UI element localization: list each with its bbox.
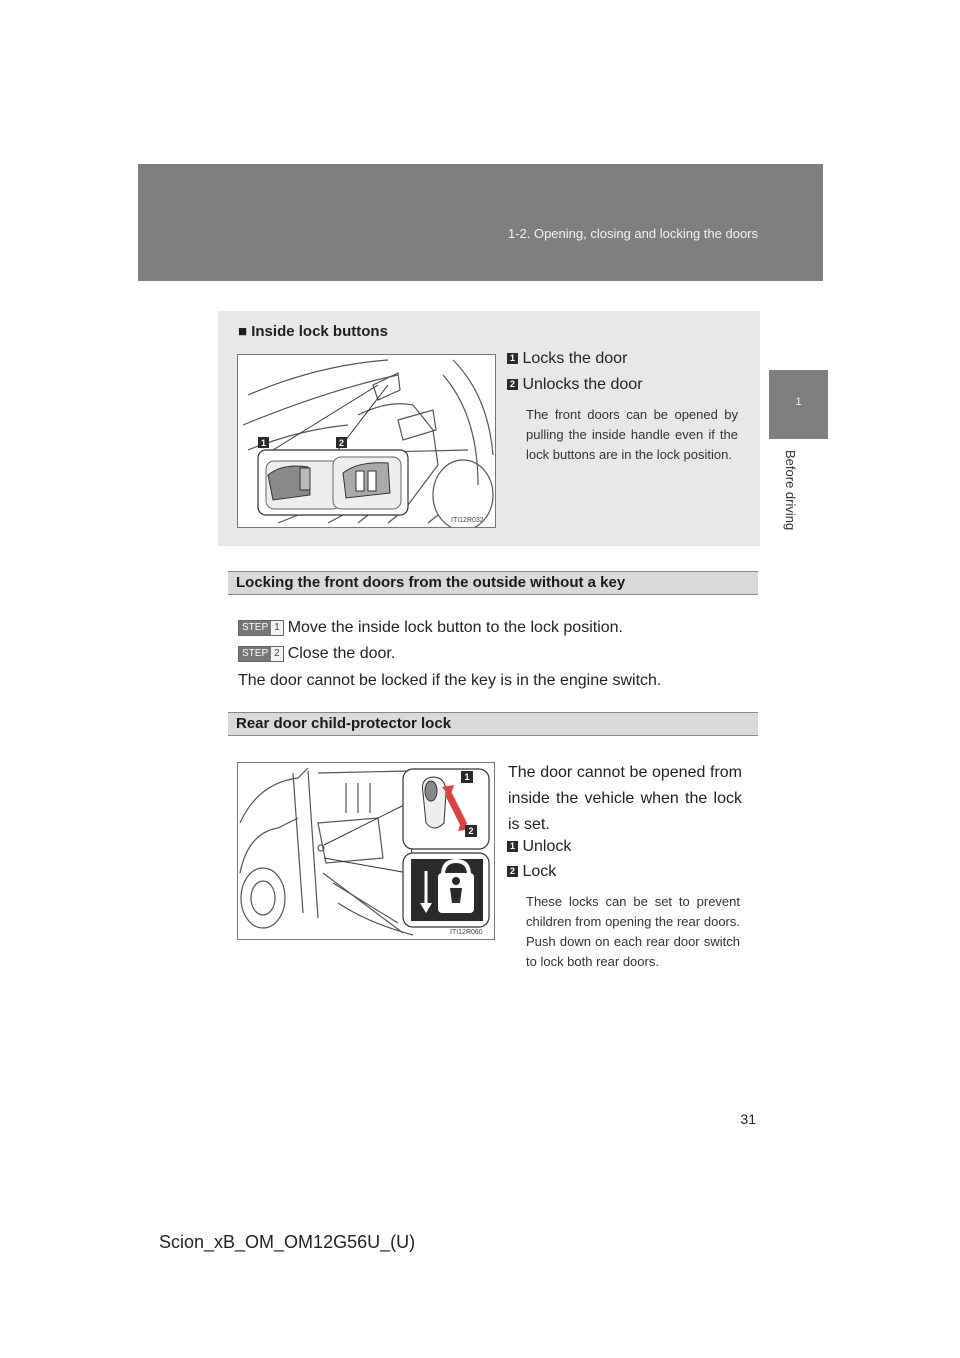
svg-text:1: 1 [464, 772, 470, 782]
rear-door-illustration [238, 763, 494, 939]
child-lock-description: The door cannot be opened from inside the vehicle when the lock is set. [508, 764, 742, 833]
step-badge [238, 620, 284, 636]
page-number: 31 [740, 1111, 756, 1127]
outside-lock-note: The door cannot be locked if the key is in the engine switch. [238, 672, 662, 689]
child-lock-item-2 [507, 863, 556, 881]
step-badge [238, 646, 284, 662]
step-2 [238, 645, 395, 663]
figure-code: ITI12R032 [451, 517, 484, 524]
item-label: Lock [522, 863, 557, 880]
inside-lock-note: The front doors can be opened by pulling the inside handle even if the lock buttons are in the lock position. [526, 407, 738, 462]
step-text: Close the door. [287, 645, 396, 662]
step-number: 2 [274, 647, 280, 659]
chapter-label [780, 450, 800, 560]
step-text: Move the inside lock button to the lock position. [287, 619, 623, 636]
step-1 [238, 619, 623, 637]
step-word: STEP [239, 621, 271, 635]
section-heading-child-lock [228, 712, 758, 736]
step-word: STEP [239, 647, 271, 661]
figure-code: ITI12R060 [450, 929, 483, 936]
section-heading-outside-lock [228, 571, 758, 595]
chapter-label-text: Before driving [783, 450, 798, 531]
section-title: 1-2. Opening, closing and locking the doors [507, 226, 758, 241]
inside-lock-item-1 [507, 350, 627, 368]
item-label: Unlocks the door [522, 376, 643, 393]
section-heading-text: Rear door child-protector lock [236, 715, 452, 732]
child-lock-figure [237, 762, 495, 940]
number-badge: 1 [507, 353, 518, 364]
child-lock-note: These locks can be set to prevent children from opening the rear doors. Push down on each rear door switch to lock both rear doors. [526, 894, 740, 969]
number-badge: 2 [507, 866, 518, 877]
document-code: Scion_xB_OM_OM12G56U_(U) [159, 1232, 416, 1252]
svg-text:2: 2 [468, 826, 474, 836]
svg-text:1: 1 [260, 438, 267, 448]
inside-lock-figure [237, 354, 496, 528]
svg-text:2: 2 [338, 438, 345, 448]
header-band [138, 164, 823, 281]
number-badge: 2 [507, 379, 518, 390]
number-badge: 1 [507, 841, 518, 852]
section-heading-text: Locking the front doors from the outside without a key [236, 574, 626, 591]
item-label: Locks the door [522, 350, 628, 367]
inside-lock-item-2 [507, 376, 643, 394]
step-number: 1 [274, 621, 280, 633]
inside-lock-title: ■ Inside lock buttons [238, 323, 388, 340]
child-lock-item-1 [507, 838, 571, 856]
item-label: Unlock [522, 838, 572, 855]
chapter-number: 1 [795, 396, 802, 408]
door-panel-illustration [238, 355, 495, 527]
